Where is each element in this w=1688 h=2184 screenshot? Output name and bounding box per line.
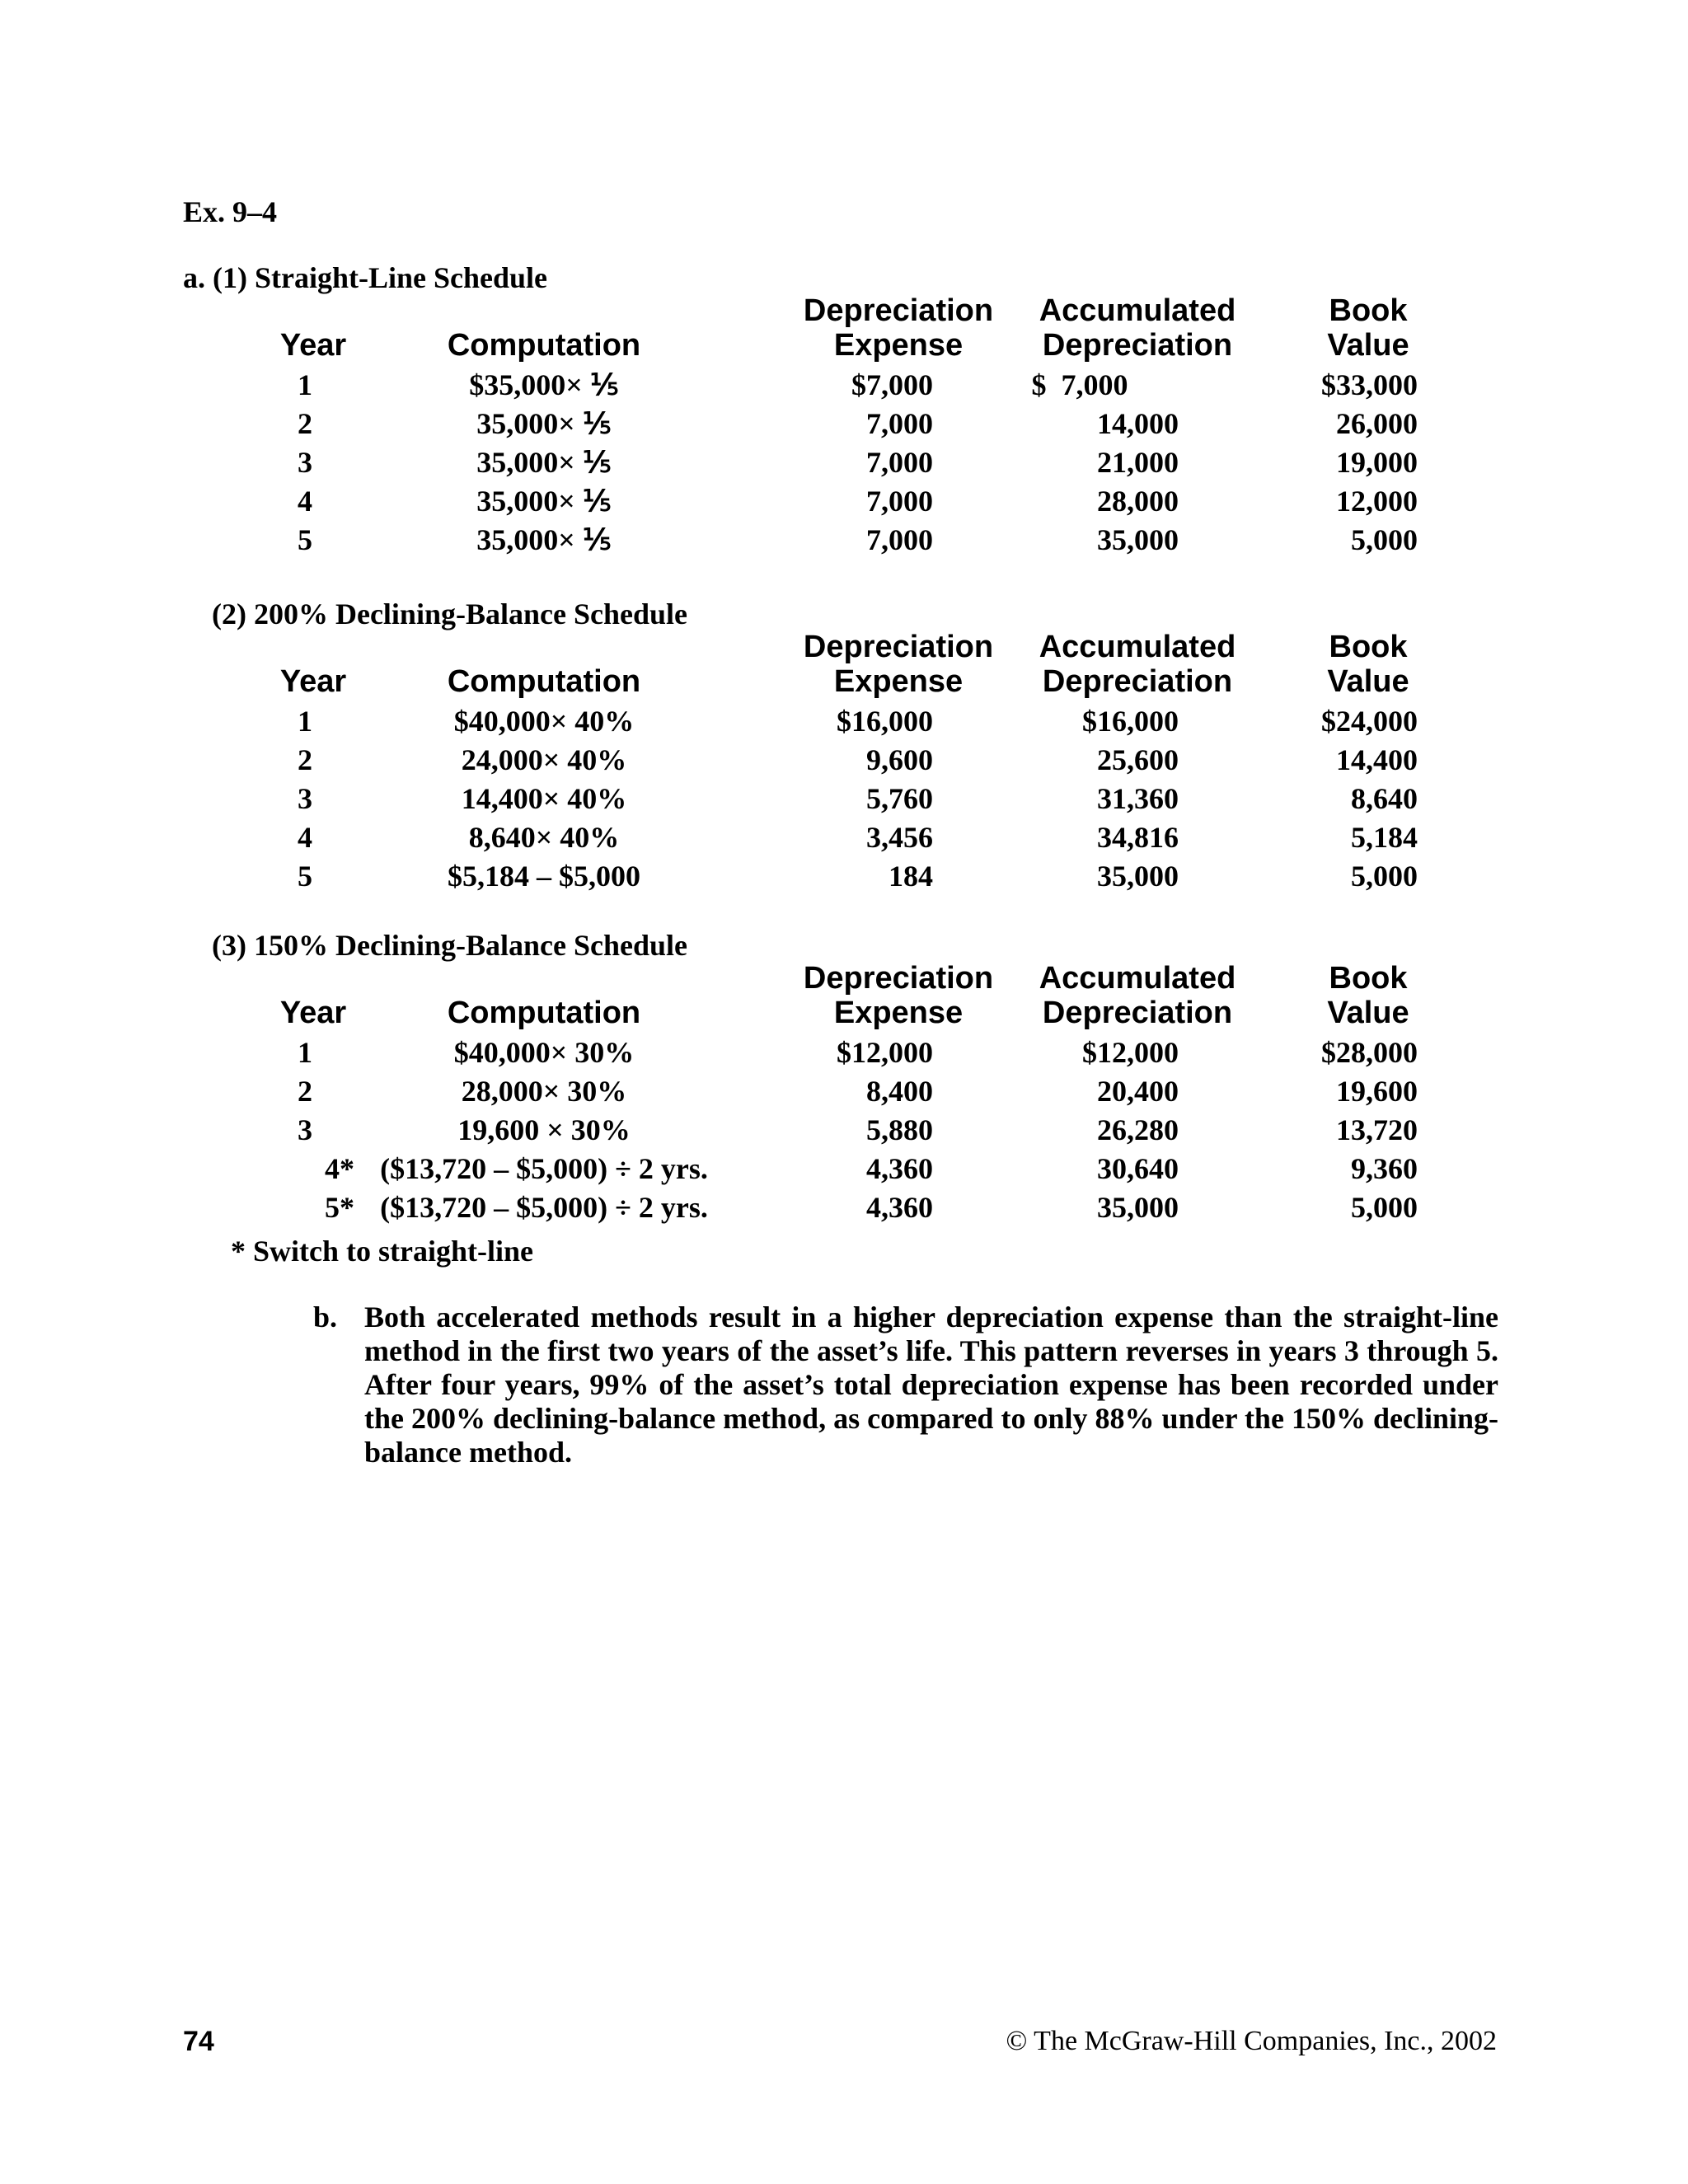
cell-computation: 35,000× ⅕ [476, 485, 612, 518]
cell-book-value: 5,000 [1351, 523, 1418, 556]
cell-computation: $5,184 – $5,000 [448, 860, 640, 893]
cell-accumulated: 34,816 [1097, 821, 1179, 854]
cell-year: 4* [325, 1152, 354, 1185]
cell-year: 5* [325, 1191, 354, 1224]
cell-book-value: 19,600 [1336, 1075, 1418, 1108]
cell-accumulated: 35,000 [1097, 860, 1179, 893]
cell-expense: $16,000 [837, 705, 933, 738]
header-accumulated-depreciation: Accumulated Depreciation [1039, 961, 1236, 1030]
cell-expense: 184 [889, 860, 933, 893]
cell-computation: 35,000× ⅕ [476, 407, 612, 440]
schedule-title: (3) 150% Declining-Balance Schedule [212, 929, 687, 962]
cell-computation: 28,000× 30% [461, 1075, 627, 1108]
cell-expense: 7,000 [866, 485, 933, 518]
cell-book-value: 26,000 [1336, 407, 1418, 440]
cell-accumulated: $16,000 [1082, 705, 1179, 738]
cell-expense: 5,760 [866, 782, 933, 815]
cell-accumulated: 25,600 [1097, 743, 1179, 776]
header-book-value: Book Value [1327, 630, 1409, 699]
header-computation: Computation [447, 664, 641, 699]
cell-year: 1 [298, 705, 312, 738]
header-computation: Computation [447, 328, 641, 363]
cell-book-value: 12,000 [1336, 485, 1418, 518]
cell-accumulated: $ 7,000 [1031, 368, 1128, 401]
cell-book-value: $24,000 [1321, 705, 1418, 738]
cell-year: 5 [298, 523, 312, 556]
cell-expense: 5,880 [866, 1113, 933, 1146]
cell-book-value: $33,000 [1321, 368, 1418, 401]
cell-accumulated: 20,400 [1097, 1075, 1179, 1108]
cell-expense: 9,600 [866, 743, 933, 776]
cell-year: 4 [298, 485, 312, 518]
cell-year: 5 [298, 860, 312, 893]
cell-computation: $40,000× 40% [453, 705, 635, 738]
header-year: Year [279, 664, 347, 699]
cell-expense: $7,000 [851, 368, 933, 401]
cell-accumulated: 35,000 [1097, 523, 1179, 556]
cell-expense: 7,000 [866, 446, 933, 479]
header-accumulated-depreciation: Accumulated Depreciation [1039, 293, 1236, 363]
cell-computation: 14,400× 40% [461, 782, 627, 815]
cell-accumulated: 31,360 [1097, 782, 1179, 815]
cell-computation: 35,000× ⅕ [476, 523, 612, 556]
cell-computation: 19,600 × 30% [457, 1113, 631, 1146]
exercise-title: Ex. 9–4 [183, 195, 278, 228]
header-book-value: Book Value [1327, 961, 1409, 1030]
cell-computation: 35,000× ⅕ [476, 446, 612, 479]
header-depreciation-expense: Depreciation Expense [803, 630, 994, 699]
cell-book-value: 9,360 [1351, 1152, 1418, 1185]
cell-year: 2 [298, 1075, 312, 1108]
cell-book-value: 13,720 [1336, 1113, 1418, 1146]
header-accumulated-depreciation: Accumulated Depreciation [1039, 630, 1236, 699]
cell-book-value: 14,400 [1336, 743, 1418, 776]
cell-year: 1 [298, 368, 312, 401]
cell-computation: $35,000× ⅕ [469, 368, 619, 401]
header-year: Year [279, 996, 347, 1030]
cell-expense: 4,360 [866, 1152, 933, 1185]
header-book-value: Book Value [1327, 293, 1409, 363]
cell-accumulated: 28,000 [1097, 485, 1179, 518]
part-b-label: b. [313, 1301, 338, 1333]
cell-expense: 4,360 [866, 1191, 933, 1224]
cell-computation: 24,000× 40% [461, 743, 627, 776]
cell-book-value: 5,000 [1351, 860, 1418, 893]
header-depreciation-expense: Depreciation Expense [803, 961, 994, 1030]
cell-expense: 7,000 [866, 407, 933, 440]
schedule-title: a. (1) Straight-Line Schedule [183, 261, 548, 294]
cell-year: 4 [298, 821, 312, 854]
cell-book-value: $28,000 [1321, 1036, 1418, 1069]
cell-expense: 3,456 [866, 821, 933, 854]
cell-computation: ($13,720 – $5,000) ÷ 2 yrs. [380, 1152, 708, 1185]
cell-year: 3 [298, 446, 312, 479]
header-computation: Computation [447, 996, 641, 1030]
footnote: * Switch to straight-line [231, 1235, 533, 1268]
cell-accumulated: $12,000 [1082, 1036, 1179, 1069]
cell-book-value: 8,640 [1351, 782, 1418, 815]
cell-year: 1 [298, 1036, 312, 1069]
cell-computation: ($13,720 – $5,000) ÷ 2 yrs. [380, 1191, 708, 1224]
cell-book-value: 19,000 [1336, 446, 1418, 479]
cell-book-value: 5,184 [1351, 821, 1418, 854]
cell-year: 2 [298, 407, 312, 440]
cell-expense: 8,400 [866, 1075, 933, 1108]
part-b-answer [313, 1301, 1498, 1469]
header-year: Year [279, 328, 347, 363]
page-number: 74 [183, 2026, 214, 2057]
cell-year: 3 [298, 782, 312, 815]
cell-accumulated: 21,000 [1097, 446, 1179, 479]
cell-book-value: 5,000 [1351, 1191, 1418, 1224]
cell-accumulated: 35,000 [1097, 1191, 1179, 1224]
cell-computation: 8,640× 40% [468, 821, 620, 854]
cell-expense: 7,000 [866, 523, 933, 556]
header-depreciation-expense: Depreciation Expense [803, 293, 994, 363]
cell-expense: $12,000 [837, 1036, 933, 1069]
cell-year: 2 [298, 743, 312, 776]
copyright-notice: © The McGraw-Hill Companies, Inc., 2002 [1006, 2026, 1497, 2056]
cell-computation: $40,000× 30% [453, 1036, 635, 1069]
part-b-text: Both accelerated methods result in a higher depreciation expense than the straight-line method in the first two years of the asset’s life. This pattern reverses in years 3 through 5. After four years, 99% of the asset’s total depreciation expense has been recorded under the 200% declining-balance method, as compared to only 88% under the 150% declining-balance method. [364, 1301, 1498, 1469]
cell-accumulated: 30,640 [1097, 1152, 1179, 1185]
cell-accumulated: 14,000 [1097, 407, 1179, 440]
cell-year: 3 [298, 1113, 312, 1146]
schedule-title: (2) 200% Declining-Balance Schedule [212, 598, 687, 630]
cell-accumulated: 26,280 [1097, 1113, 1179, 1146]
